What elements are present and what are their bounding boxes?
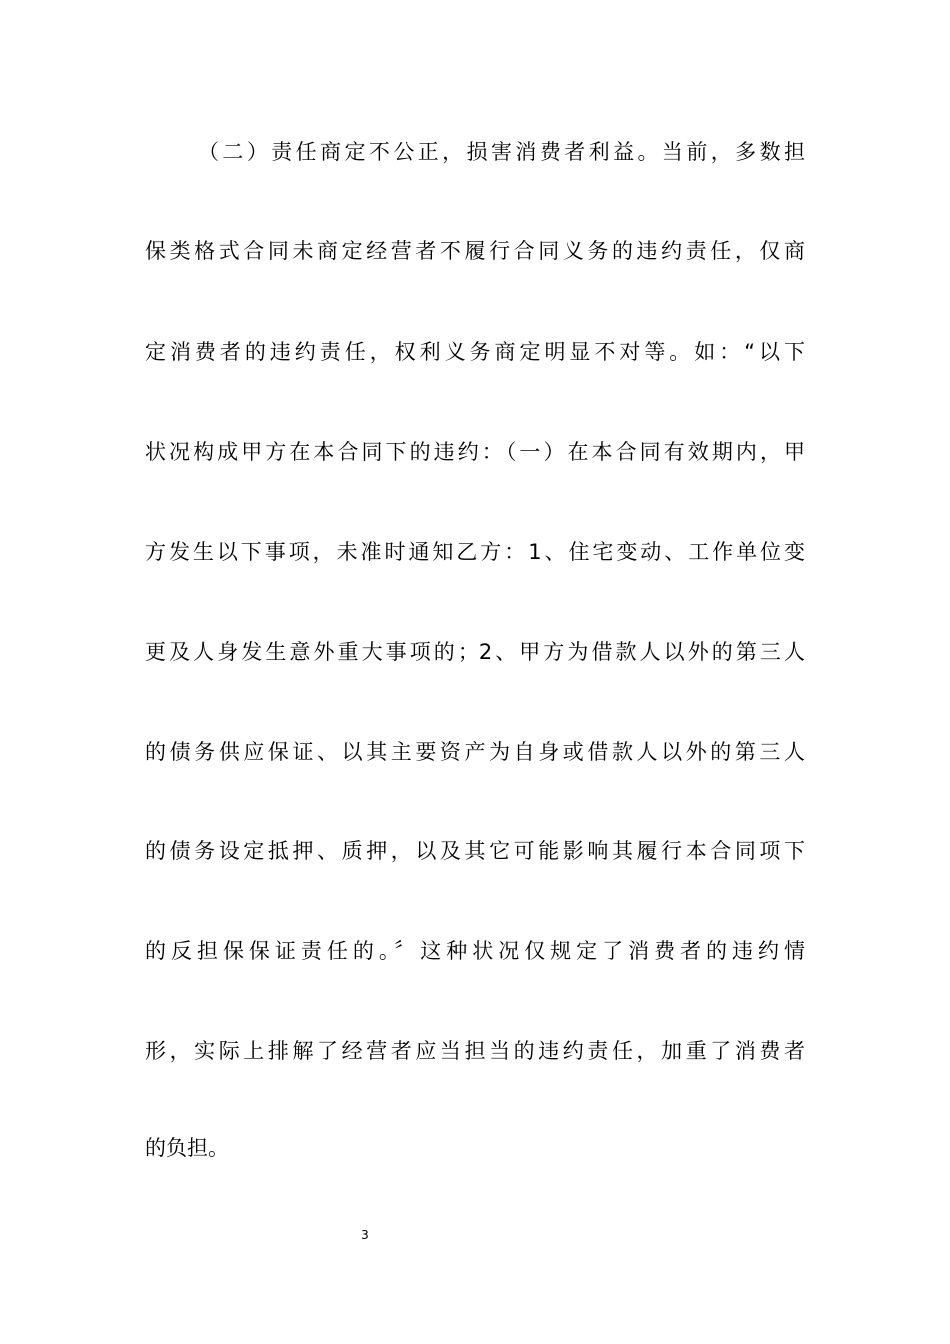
paragraph-line: 定消费者的违约责任，权利义务商定明显不对等。如：“以下 — [145, 340, 805, 364]
paragraph-line: 状况构成甲方在本合同下的违约：（一）在本合同有效期内，甲 — [145, 440, 805, 464]
paragraph-line: 的债务供应保证、以其主要资产为自身或借款人以外的第三人 — [145, 740, 805, 764]
paragraph-line: 保类格式合同未商定经营者不履行合同义务的违约责任，仅商 — [145, 239, 805, 263]
page-number: 3 — [361, 1228, 369, 1242]
paragraph-line: 更及人身发生意外重大事项的；2、甲方为借款人以外的第三人 — [145, 640, 805, 664]
paragraph-line: 的负担。 — [145, 1136, 229, 1160]
paragraph-line: 方发生以下事项，未准时通知乙方：1、住宅变动、工作单位变 — [145, 540, 805, 564]
paragraph-line: （二）责任商定不公正，损害消费者利益。当前，多数担 — [198, 140, 805, 164]
paragraph-line: 的债务设定抵押、质押，以及其它可能影响其履行本合同项下 — [145, 839, 805, 863]
paragraph-line: 形，实际上排解了经营者应当担当的违约责任，加重了消费者 — [145, 1039, 805, 1063]
paragraph-line: 的反担保保证责任的。〞这种状况仅规定了消费者的违约情 — [145, 939, 805, 963]
